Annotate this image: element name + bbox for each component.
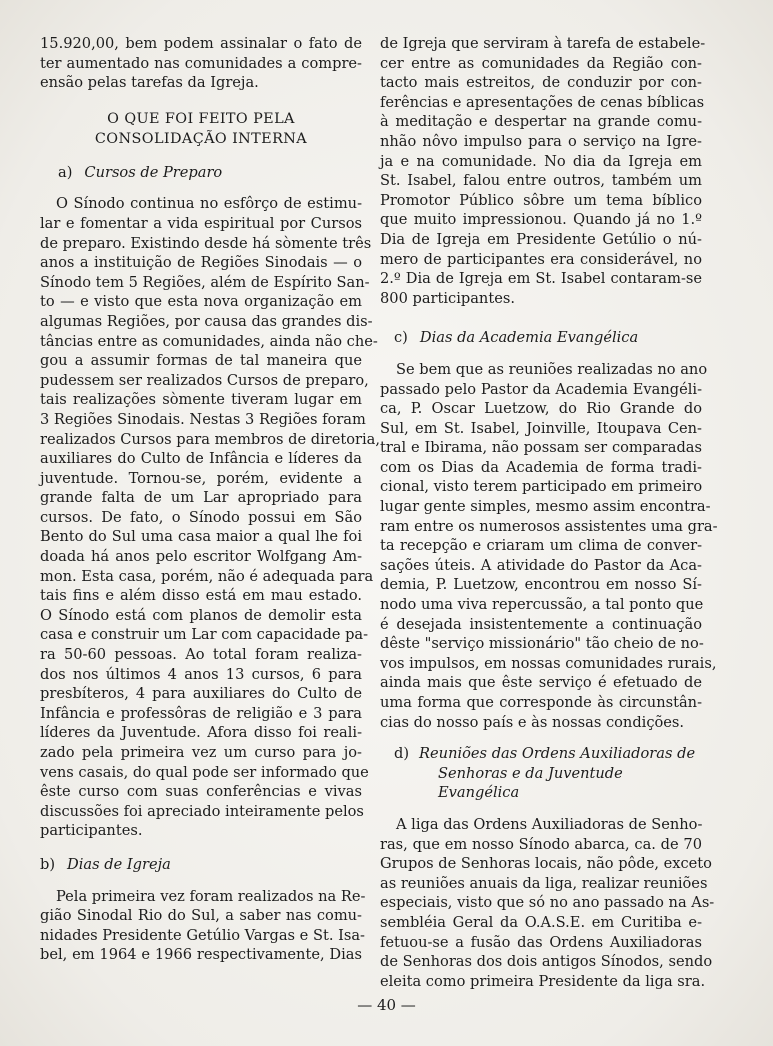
- subheading-title: Dias da Academia Evangélica: [419, 329, 639, 347]
- text-line: gou a assumir formas de tal maneira que: [40, 352, 362, 370]
- text-line: demia, P. Luetzow, encontrou em nosso Sí-: [380, 576, 702, 594]
- paragraph-b: [40, 887, 366, 965]
- text-line: é desejada insistentemente a continuação: [380, 615, 702, 633]
- text-line: Bento do Sul uma casa maior a qual lhe foi: [40, 528, 362, 546]
- subheading-label: b): [40, 855, 56, 873]
- subheading-b: [40, 855, 362, 875]
- text-line: passado pelo Pastor da Academia Evangéli-: [380, 380, 702, 398]
- paragraph-b-continued: [380, 34, 706, 308]
- text-line: à meditação e despertar na grande comu-: [380, 113, 702, 131]
- text-line: cer entre as comunidades da Região con-: [380, 54, 702, 72]
- text-line: casa e construir um Lar com capacidade pa-: [40, 626, 369, 644]
- text-line: St. Isabel, falou entre outros, também um: [380, 172, 702, 190]
- text-line: zado pela primeira vez um curso para jo-: [40, 744, 362, 761]
- subheading-c: [380, 328, 702, 348]
- text-line: 800 participantes.: [380, 289, 515, 307]
- text-line: tais realizações sòmente tiveram lugar em: [40, 391, 362, 409]
- text-line: Pela primeira vez foram realizados na Re-: [56, 887, 366, 905]
- text-line: juventude. Tornou-se, porém, evidente a: [40, 469, 362, 487]
- text-line: mon. Esta casa, porém, não é adequada para: [40, 567, 374, 585]
- text-line: Sul, em St. Isabel, Joinville, Itoupava Cen-: [380, 419, 702, 437]
- text-line: tacto mais estreitos, de conduzir por con-: [380, 74, 702, 92]
- text-line: Infância e professôras de religião e 3 para: [40, 704, 362, 722]
- subheading-label: c): [394, 329, 408, 347]
- text-line: O Sínodo está com planos de demolir esta: [40, 606, 362, 624]
- text-line: ferências e apresentações de cenas bíblicas: [380, 93, 705, 111]
- text-line: dêste "serviço missionário" tão cheio de no-: [380, 635, 704, 653]
- text-line: de Igreja que serviram à tarefa de estabele-: [380, 35, 706, 52]
- text-line: cional, visto terem participado em primeiro: [380, 478, 703, 496]
- text-line: Se bem que as reuniões realizadas no ano: [396, 360, 708, 378]
- subheading-title: Dias de Igreja: [67, 855, 171, 873]
- left-column: [40, 34, 381, 965]
- text-line: com os Dias da Academia de forma tradi-: [380, 458, 702, 476]
- subheading-title: Reuniões das Ordens Auxiliadoras de: [419, 745, 696, 763]
- text-line: líderes da Juventude. Afora disso foi reali-: [40, 724, 362, 742]
- text-line: nodo uma viva repercussão, a tal ponto que: [380, 596, 704, 614]
- text-line: doada há anos pelo escritor Wolfgang Am-: [40, 548, 362, 566]
- text-line: Promotor Público sôbre um tema bíblico: [380, 191, 702, 209]
- text-line: grande falta de um Lar apropriado para: [40, 489, 362, 507]
- text-line: 2.º Dia de Igreja em St. Isabel contaram-se: [380, 270, 702, 288]
- text-line: êste curso com suas conferências e vivas: [40, 783, 362, 801]
- text-line: bel, em 1964 e 1966 respectivamente, Dias: [40, 946, 362, 964]
- text-line: que muito impressionou. Quando já no 1.º: [380, 211, 702, 229]
- subheading-label: a): [58, 163, 73, 181]
- text-line: gião Sinodal Rio do Sul, a saber nas comu-: [40, 907, 362, 925]
- right-column: [380, 34, 718, 991]
- text-line: ter aumentado nas comunidades a compre-: [40, 54, 362, 72]
- subheading-title-continued: Senhoras e da Juventude Evangélica: [438, 764, 623, 802]
- text-line: as reuniões anuais da liga, realizar reuniões: [380, 874, 708, 892]
- text-line: especiais, visto que só no ano passado na As-: [380, 894, 715, 912]
- text-line: cursos. De fato, o Sínodo possui em São: [40, 508, 362, 526]
- subheading-d: [380, 744, 702, 803]
- paragraph-c: [380, 360, 718, 732]
- text-line: vos impulsos, em nossas comunidades rurais,: [380, 654, 717, 672]
- text-line: Dia de Igreja em Presidente Getúlio o nú-: [380, 230, 702, 248]
- heading-line: CONSOLIDAÇÃO INTERNA: [94, 130, 308, 147]
- page-number: — 40 —: [357, 996, 416, 1014]
- text-line: cias do nosso país e às nossas condições.: [380, 713, 685, 731]
- text-line: A liga das Ordens Auxiliadoras de Senho-: [396, 815, 703, 833]
- text-line: ras, que em nosso Sínodo abarca, ca. de 70: [380, 835, 702, 853]
- text-line: realizados Cursos para membros de diretoria,: [40, 430, 381, 448]
- text-line: pudessem ser realizados Cursos de preparo,: [40, 371, 369, 389]
- text-line: ta recepção e criaram um clima de conver-: [380, 537, 702, 555]
- text-line: tral e Ibirama, não possam ser comparadas: [380, 439, 702, 457]
- text-line: lugar gente simples, mesmo assim encontra-: [380, 498, 711, 516]
- heading-line: O QUE FOI FEITO PELA: [107, 110, 295, 127]
- text-line: Grupos de Senhoras locais, não pôde, exceto: [380, 855, 712, 873]
- text-line: eleita como primeira Presidente da liga sra.: [380, 972, 706, 990]
- text-line: O Sínodo continua no esfôrço de estimu-: [56, 195, 362, 213]
- text-line: ra 50-60 pessoas. Ao total foram realiza-: [40, 646, 362, 664]
- text-line: sembléia Geral da O.A.S.E. em Curitiba e-: [380, 913, 702, 931]
- text-line: to — e visto que esta nova organização em: [40, 293, 362, 311]
- text-line: presbíteros, 4 para auxiliares do Culto de: [40, 685, 362, 703]
- text-line: sações úteis. A atividade do Pastor da Aca-: [380, 556, 702, 574]
- subheading-label: d): [394, 745, 410, 763]
- text-line: de preparo. Existindo desde há sòmente três: [40, 234, 372, 252]
- text-line: participantes.: [40, 822, 143, 840]
- text-line: fetuou-se a fusão das Ordens Auxiliadoras: [380, 933, 702, 951]
- text-line: nidades Presidente Getúlio Vargas e St. Isa-: [40, 926, 365, 944]
- text-line: ca, P. Oscar Luetzow, do Rio Grande do: [380, 400, 702, 418]
- text-line: ja e na comunidade. No dia da Igreja em: [380, 152, 702, 170]
- subheading-title: Cursos de Preparo: [84, 163, 223, 181]
- text-line: anos a instituição de Regiões Sinodais — o: [40, 254, 362, 272]
- text-line: 15.920,00, bem podem assinalar o fato de: [40, 35, 362, 52]
- text-line: tais fins e além disso está em mau estado.: [40, 587, 362, 605]
- subheading-a: [40, 163, 362, 183]
- text-line: mero de participantes era considerável, no: [380, 250, 702, 268]
- text-line: auxiliares do Culto de Infância e líderes da: [40, 450, 362, 468]
- text-line: ainda mais que êste serviço é efetuado de: [380, 674, 702, 692]
- text-line: 3 Regiões Sinodais. Nestas 3 Regiões foram: [40, 410, 366, 428]
- paragraph-d: [380, 815, 715, 991]
- text-line: nhão nôvo impulso para o serviço na Igre-: [380, 132, 702, 150]
- text-line: lar e fomentar a vida espiritual por Cursos: [40, 214, 362, 232]
- text-line: discussões foi apreciado inteiramente pelos: [40, 802, 364, 820]
- text-line: Sínodo tem 5 Regiões, além de Espírito San-: [40, 273, 370, 291]
- text-line: algumas Regiões, por causa das grandes dis-: [40, 312, 373, 330]
- text-line: ram entre os numerosos assistentes uma gra-: [380, 517, 718, 535]
- section-heading: [40, 109, 362, 149]
- text-line: dos nos últimos 4 anos 13 cursos, 6 para: [40, 665, 362, 683]
- text-line: de Senhoras dos dois antigos Sínodos, sendo: [380, 953, 713, 971]
- intro-paragraph: [40, 34, 362, 93]
- text-line: tâncias entre as comunidades, ainda não che-: [40, 332, 378, 350]
- text-line: vens casais, do qual pode ser informado que: [40, 763, 369, 781]
- paragraph-a: [40, 194, 381, 841]
- text-line: ensão pelas tarefas da Igreja.: [40, 74, 259, 92]
- text-line: uma forma que corresponde às circunstân-: [380, 694, 702, 711]
